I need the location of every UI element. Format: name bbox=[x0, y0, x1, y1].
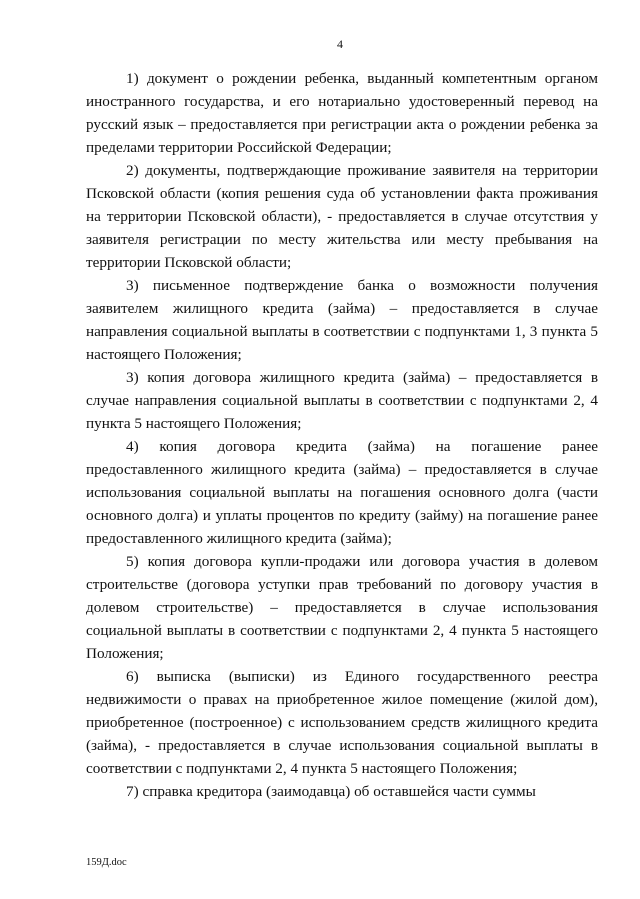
page-number: 4 bbox=[337, 37, 343, 51]
list-item-housing-loan-copy: 3) копия договора жилищного кредита (займа) – предоставляется в случае направления социальной выплаты в соответствии с подпунктами 2, 4 пункта 5 настоящего Положения; bbox=[86, 369, 598, 432]
list-item-creditor-certificate: 7) справка кредитора (заимодавца) об оставшейся части суммы bbox=[126, 783, 536, 800]
list-item-refinance-loan-copy: 4) копия договора кредита (займа) на погашение ранее предоставленного жилищного кредита (займа) – предоставляется в случае использования социальной выплаты на погашения основного долга (части основного долга) и уплаты процентов по кредиту (займу) на погашение ранее предоставленного жилищного кредита (займа); bbox=[86, 438, 598, 547]
list-item-bank-confirmation: 3) письменное подтверждение банка о возможности получения заявителем жилищного кредита (займа) – предоставляется в случае направления социальной выплаты в соответствии с подпунктами 1, 3 пункта 5 настоящего Положения; bbox=[86, 277, 598, 363]
list-item-registry-extract: 6) выписка (выписки) из Единого государственного реестра недвижимости о правах на приобретенное жилое помещение (жилой дом), приобретенное (построенное) с использованием средств жилищного кредита (займа), - предоставляется в случае использования социальной выплаты в соответствии с подпунктами 2, 4 пункта 5 настоящего Положения; bbox=[86, 668, 598, 777]
list-item-purchase-contract: 5) копия договора купли-продажи или договора участия в долевом строительстве (договора уступки прав требований по договору участия в долевом строительстве) – предоставляется в случае использования социальной выплаты в соответствии с подпунктами 2, 4 пункта 5 настоящего Положения; bbox=[86, 553, 598, 662]
footer-filename: 159Д.doc bbox=[86, 857, 127, 868]
list-item-residence-documents: 2) документы, подтверждающие проживание заявителя на территории Псковской области (копия решения суда об установлении факта проживания на территории Псковской области), - предоставляется в случае отсутствия у заявителя регистрации по месту жительства или месту пребывания на территории Псковской области; bbox=[86, 162, 598, 271]
document-body bbox=[86, 67, 598, 803]
list-item-birth-document: 1) документ о рождении ребенка, выданный компетентным органом иностранного государства, и его нотариально удостоверенный перевод на русский язык – предоставляется при регистрации акта о рождении ребенка за пределами территории Российской Федерации; bbox=[86, 70, 598, 156]
